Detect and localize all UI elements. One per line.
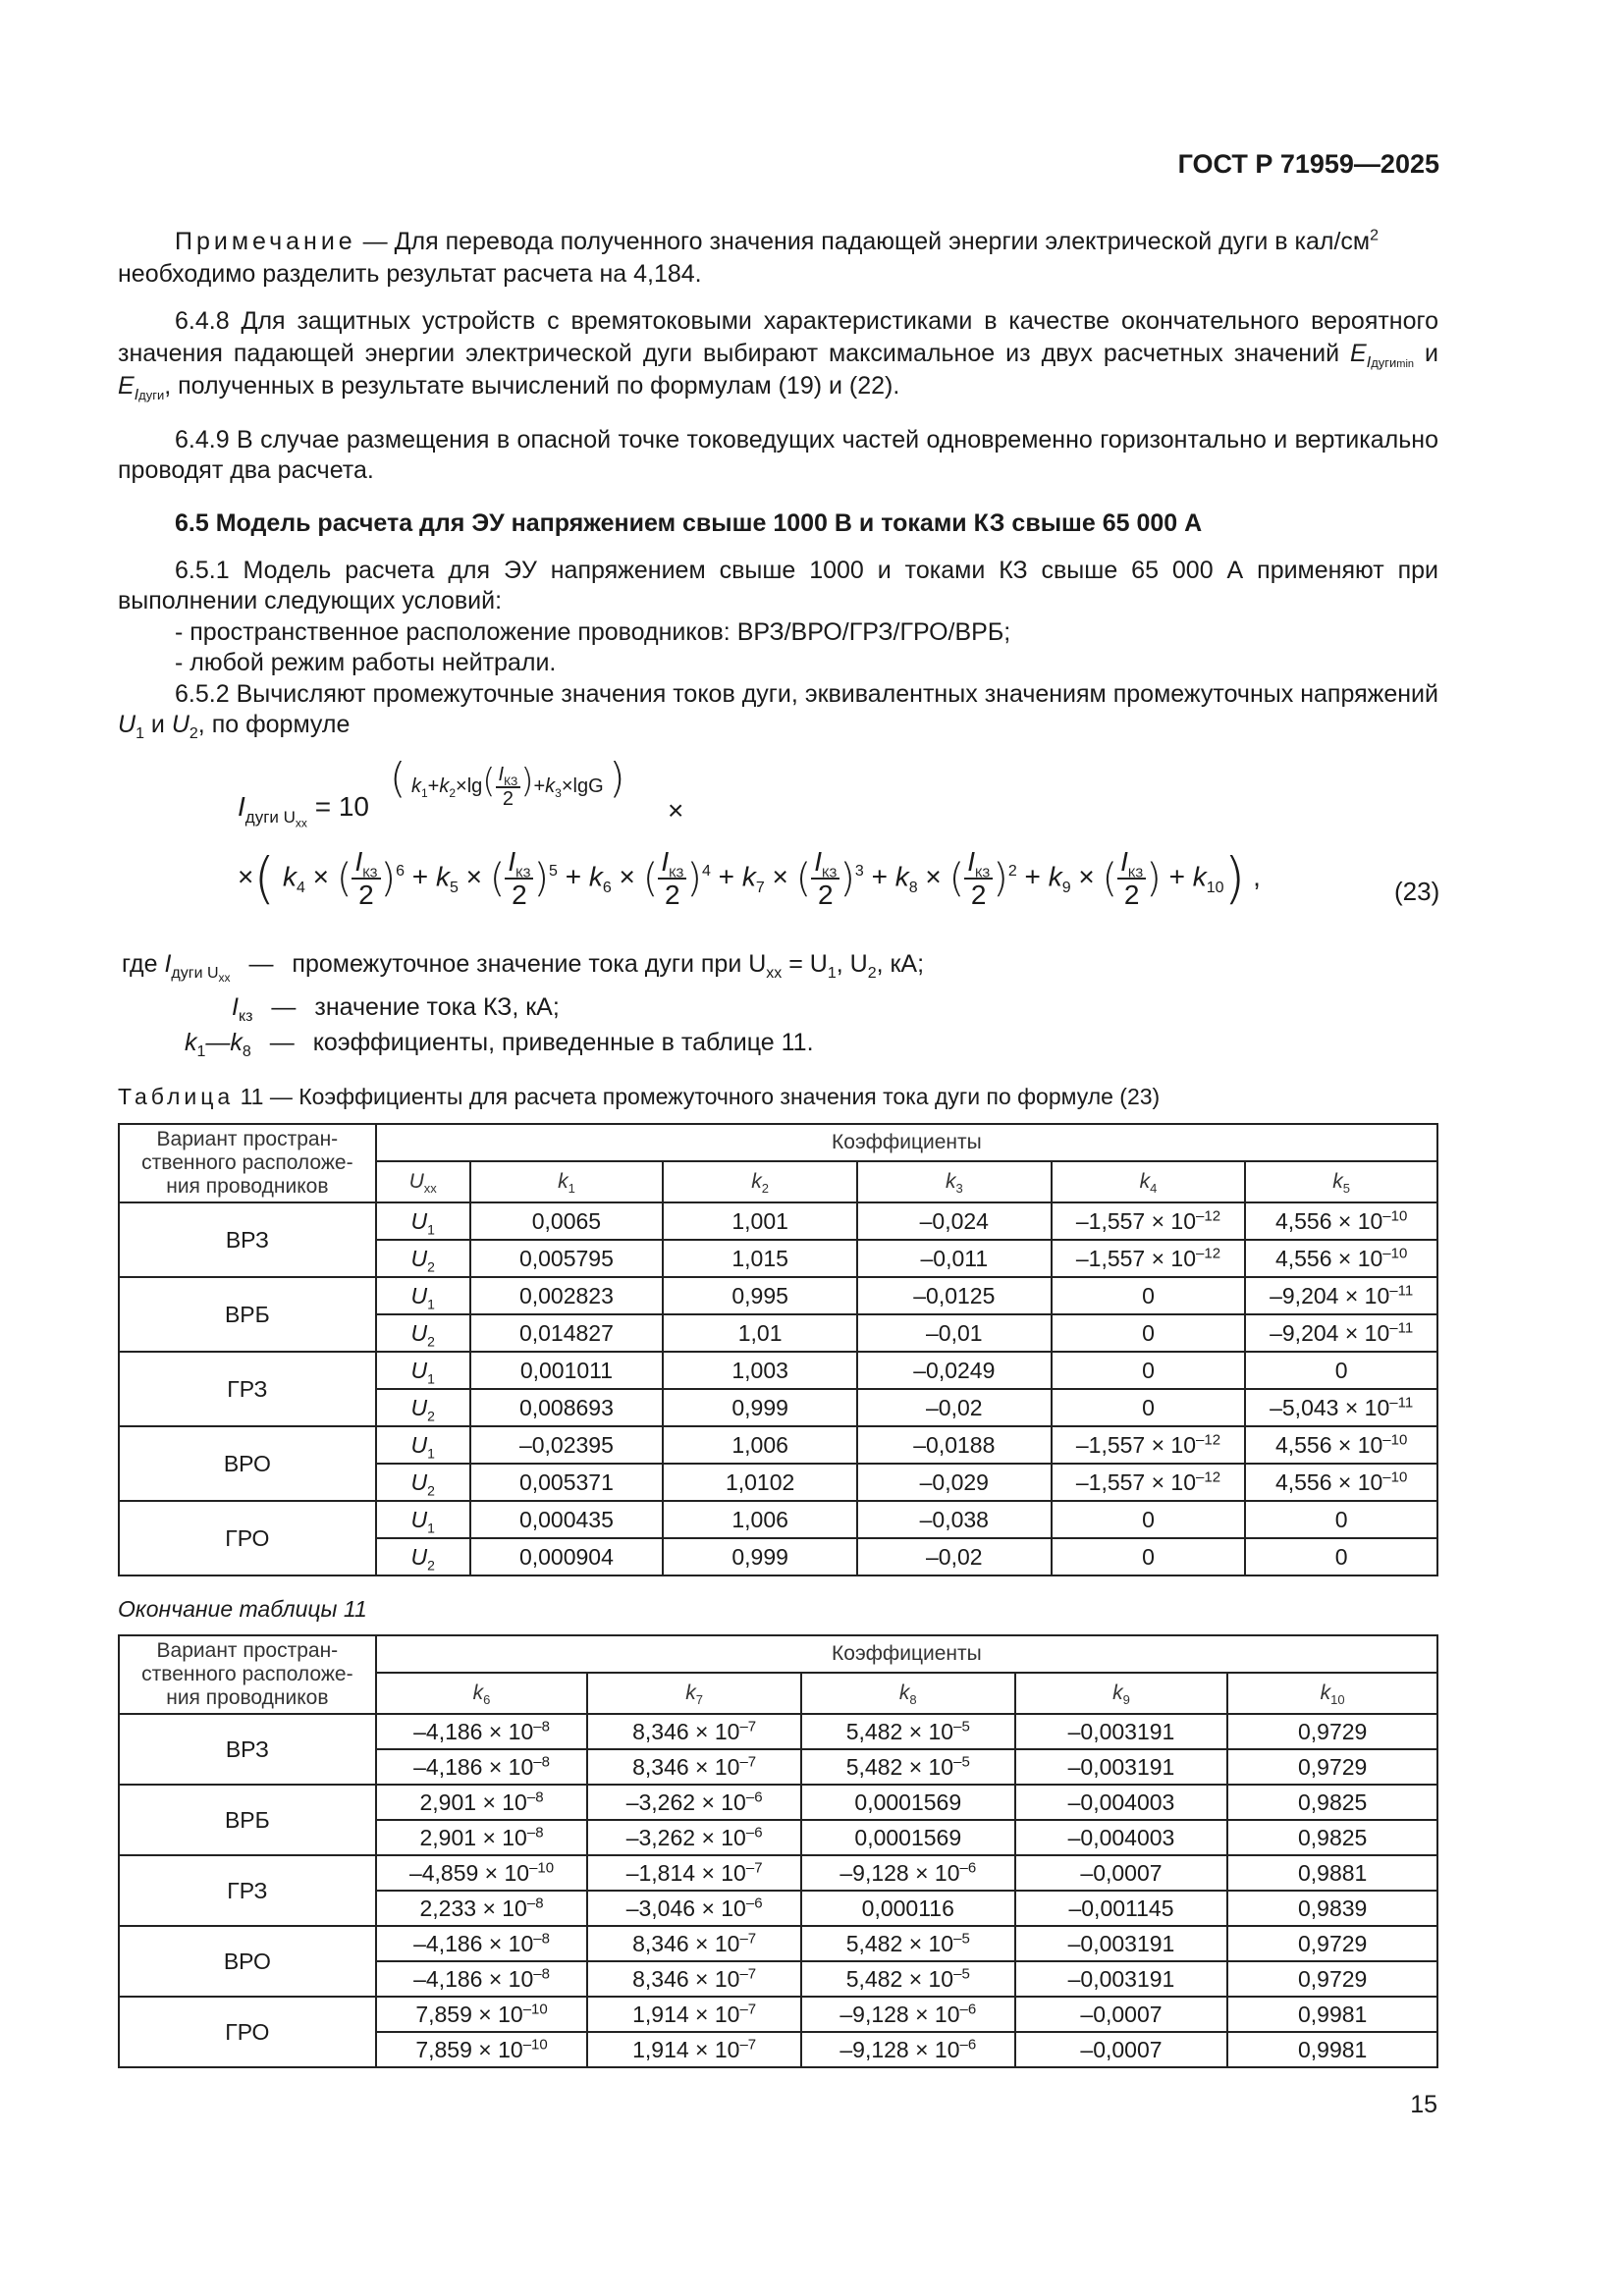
formula-lhs: I: [238, 791, 245, 822]
p648-sub2: I: [134, 387, 139, 403]
coef-cell: $-4,186 \times 10^{-8}$: [376, 1714, 588, 1749]
coef-cell: $4,556 \times 10^{-10}$: [1245, 1464, 1437, 1501]
coef-cell: 0: [1245, 1501, 1437, 1538]
u-cell: $U_1$: [376, 1352, 470, 1389]
coef-cell: 0,9729: [1227, 1714, 1437, 1749]
coef-cell: –0,0007: [1015, 1855, 1228, 1891]
coef-cell: $5,482 \times 10^{-5}$: [801, 1961, 1015, 1997]
paragraph-6-5-1: 6.5.1 Модель расчета для ЭУ напряжением свыше 1000 и токами КЗ свыше 65 000 А применяют при выполнении следующих условий:: [118, 557, 1438, 614]
coef-cell: $-1,557 \times 10^{-12}$: [1052, 1426, 1246, 1464]
coef-cell: 0,0001569: [801, 1785, 1015, 1820]
coef-cell: 0,000116: [801, 1891, 1015, 1926]
coef-cell: 0,002823: [470, 1277, 664, 1314]
variant-cell: ВРО: [119, 1426, 376, 1501]
table-row: [119, 1352, 1437, 1389]
table11b-header-k7: $k_7$: [587, 1673, 801, 1714]
table-row: [119, 1926, 1437, 1961]
coef-cell: $-4,859 \times 10^{-10}$: [376, 1855, 588, 1891]
coef-cell: 0,9825: [1227, 1820, 1437, 1855]
p648-sub1c: min: [1396, 358, 1415, 370]
u-cell: $U_2$: [376, 1314, 470, 1352]
coef-cell: $-9,128 \times 10^{-6}$: [801, 2032, 1015, 2067]
where-row-2: $I_{кз}$ — значение тока КЗ, кА;: [232, 993, 560, 1025]
coef-cell: 0,9729: [1227, 1926, 1437, 1961]
coef-cell: $2,901 \times 10^{-8}$: [376, 1820, 588, 1855]
coef-cell: $5,482 \times 10^{-5}$: [801, 1926, 1015, 1961]
coef-cell: 1,01: [663, 1314, 857, 1352]
p652-text: 6.5.2 Вычисляют промежуточные значения токов дуги, эквивалентных значениям промежуточных напряжений: [175, 680, 1438, 708]
coef-cell: $-4,186 \times 10^{-8}$: [376, 1749, 588, 1785]
coef-cell: 0,005371: [470, 1464, 664, 1501]
table11b-header-k8: $k_8$: [801, 1673, 1015, 1714]
coef-cell: –0,003191: [1015, 1961, 1228, 1997]
paragraph-6-4-9: 6.4.9 В случае размещения в опасной точке токоведущих частей одновременно горизонтально и вертикально проводят два расчета.: [118, 426, 1438, 484]
coef-cell: –0,024: [857, 1202, 1052, 1240]
note-label: Примечание: [175, 228, 356, 255]
coef-cell: 0,0065: [470, 1202, 664, 1240]
coef-cell: $4,556 \times 10^{-10}$: [1245, 1426, 1437, 1464]
formula-line1: [238, 754, 1219, 852]
coef-cell: 0: [1245, 1538, 1437, 1575]
formula-exponent: ( $k_1+k_2\times\lg$( $\frac{I_{КЗ}}{2}$ )$+k_3\times\lg G$ ): [390, 754, 625, 810]
p652-u2: U: [171, 711, 189, 738]
coef-cell: –0,0125: [857, 1277, 1052, 1314]
table11-header-k4: $k_4$: [1052, 1161, 1246, 1202]
coef-cell: –0,038: [857, 1501, 1052, 1538]
coef-cell: $5,482 \times 10^{-5}$: [801, 1714, 1015, 1749]
u-cell: $U_1$: [376, 1426, 470, 1464]
coef-cell: 0,9981: [1227, 2032, 1437, 2067]
coef-cell: 0,9729: [1227, 1749, 1437, 1785]
coef-cell: $1,914 \times 10^{-7}$: [587, 2032, 801, 2067]
formula-number: (23): [1394, 877, 1440, 906]
coef-cell: 0,001011: [470, 1352, 664, 1389]
formula-times: ×: [668, 795, 684, 826]
coef-cell: $8,346 \times 10^{-7}$: [587, 1749, 801, 1785]
coef-cell: –0,003191: [1015, 1926, 1228, 1961]
p652-u1: U: [118, 711, 136, 738]
p648-text2: , полученных в результате вычислений по формулам (19) и (22).: [164, 372, 900, 400]
table11-header-group: Коэффициенты: [376, 1124, 1437, 1161]
table-row: [119, 1426, 1437, 1464]
coef-cell: 0,014827: [470, 1314, 664, 1352]
table11-header-k1: $k_1$: [470, 1161, 664, 1202]
note-paragraph-line2: необходимо разделить результат расчета на 4,184.: [118, 260, 702, 288]
paragraph-6-4-8: [118, 305, 1438, 402]
p648-sub1: I: [1366, 354, 1372, 371]
coef-cell: 0,9839: [1227, 1891, 1437, 1926]
coef-cell: $8,346 \times 10^{-7}$: [587, 1961, 801, 1997]
coef-cell: –0,0007: [1015, 2032, 1228, 2067]
page-number: 15: [1410, 2091, 1437, 2118]
coef-cell: 0,0001569: [801, 1820, 1015, 1855]
variant-cell: ГРЗ: [119, 1855, 376, 1926]
p648-and: и: [1414, 340, 1438, 367]
coef-cell: –0,003191: [1015, 1749, 1228, 1785]
coef-cell: 0: [1052, 1538, 1246, 1575]
coef-cell: 0: [1245, 1352, 1437, 1389]
where-row-1: где $I_{дуги U_{xx}}$ — промежуточное значение тока дуги при $U_{xx} = U_1$, $U_2$, кА;: [122, 950, 925, 986]
coef-cell: $-9,204 \times 10^{-11}$: [1245, 1314, 1437, 1352]
coef-cell: 0: [1052, 1352, 1246, 1389]
coef-cell: 0,999: [663, 1538, 857, 1575]
paragraph-6-5-1-item1: - пространственное расположение проводников: ВРЗ/ВРО/ГРЗ/ГРО/ВРБ;: [175, 618, 1011, 646]
u-cell: $U_1$: [376, 1277, 470, 1314]
coef-cell: $2,901 \times 10^{-8}$: [376, 1785, 588, 1820]
paragraph-6-5-1-item2: - любой режим работы нейтрали.: [175, 649, 557, 676]
note-sup: 2: [1370, 227, 1379, 244]
p652-s2: 2: [189, 725, 198, 742]
coef-cell: $-1,557 \times 10^{-12}$: [1052, 1240, 1246, 1277]
coef-cell: $-3,046 \times 10^{-6}$: [587, 1891, 801, 1926]
p648-sub1b: дуги: [1371, 355, 1397, 370]
where-row-3: $k_1—k_8$ — коэффициенты, приведенные в таблице 11.: [185, 1029, 814, 1060]
variant-cell: ВРЗ: [119, 1714, 376, 1785]
variant-cell: ВРБ: [119, 1785, 376, 1855]
coef-cell: $-9,204 \times 10^{-11}$: [1245, 1277, 1437, 1314]
coef-cell: –0,01: [857, 1314, 1052, 1352]
table11-header-k5: $k_5$: [1245, 1161, 1437, 1202]
coef-cell: $-3,262 \times 10^{-6}$: [587, 1785, 801, 1820]
coef-cell: –0,029: [857, 1464, 1052, 1501]
p652-s1: 1: [135, 725, 144, 742]
coef-cell: –0,02395: [470, 1426, 664, 1464]
paragraph-6-5-2: [118, 679, 1438, 740]
table-row: [119, 1501, 1437, 1538]
note-text: — Для перевода полученного значения падающей энергии электрической дуги в кал/см: [355, 228, 1371, 255]
coef-cell: 0,9881: [1227, 1855, 1437, 1891]
table11-header-k3: $k_3$: [857, 1161, 1052, 1202]
coef-cell: $-1,814 \times 10^{-7}$: [587, 1855, 801, 1891]
table-11-caption: Таблица 11 — Коэффициенты для расчета промежуточного значения тока дуги по формуле (23): [118, 1084, 1161, 1109]
coef-cell: 1,003: [663, 1352, 857, 1389]
p652-and: и: [143, 711, 172, 738]
coef-cell: $7,859 \times 10^{-10}$: [376, 2032, 588, 2067]
coef-cell: –0,011: [857, 1240, 1052, 1277]
coef-cell: $5,482 \times 10^{-5}$: [801, 1749, 1015, 1785]
u-cell: $U_2$: [376, 1538, 470, 1575]
coef-cell: 0,9981: [1227, 1997, 1437, 2032]
table-row: [119, 1714, 1437, 1749]
variant-cell: ГРО: [119, 1501, 376, 1575]
table-row: [119, 1785, 1437, 1820]
p648-text1: 6.4.8 Для защитных устройств с времятоковыми характеристиками в качестве окончательного вероятного значения падающей энергии электрической дуги выбирают максимальное из двух расчетных значений: [118, 307, 1438, 367]
table11b-header-k6: $k_6$: [376, 1673, 588, 1714]
coef-cell: –0,0188: [857, 1426, 1052, 1464]
coef-cell: 0: [1052, 1389, 1246, 1426]
u-cell: $U_2$: [376, 1240, 470, 1277]
coef-cell: 0,9825: [1227, 1785, 1437, 1820]
table11b-header-k10: $k_{10}$: [1227, 1673, 1437, 1714]
coef-cell: $-1,557 \times 10^{-12}$: [1052, 1464, 1246, 1501]
formula-eq: = 10: [314, 791, 369, 822]
coef-cell: –0,02: [857, 1389, 1052, 1426]
coef-cell: 0: [1052, 1314, 1246, 1352]
note-paragraph: [118, 227, 1438, 257]
coef-cell: $4,556 \times 10^{-10}$: [1245, 1240, 1437, 1277]
u-cell: $U_1$: [376, 1501, 470, 1538]
table11b-header-variant: Вариант простран-ственного расположе-ния проводников: [119, 1635, 376, 1714]
coef-cell: $-4,186 \times 10^{-8}$: [376, 1961, 588, 1997]
table-11-continuation: Окончание таблицы 11: [118, 1596, 367, 1622]
variant-cell: ВРЗ: [119, 1202, 376, 1277]
coef-cell: 0,000904: [470, 1538, 664, 1575]
p648-e1: E: [1350, 340, 1367, 367]
coef-cell: 1,006: [663, 1426, 857, 1464]
coef-cell: 0: [1052, 1501, 1246, 1538]
table-11: [118, 1123, 1438, 1576]
coef-cell: –0,004003: [1015, 1785, 1228, 1820]
p652-tail: , по формуле: [197, 711, 351, 738]
coef-cell: $-3,262 \times 10^{-6}$: [587, 1820, 801, 1855]
table-row: [119, 1997, 1437, 2032]
table11b-header-k9: $k_9$: [1015, 1673, 1228, 1714]
u-cell: $U_2$: [376, 1389, 470, 1426]
coef-cell: $-9,128 \times 10^{-6}$: [801, 1997, 1015, 2032]
table-11-continued: [118, 1634, 1438, 2068]
table-row: [119, 1277, 1437, 1314]
coef-cell: $-9,128 \times 10^{-6}$: [801, 1855, 1015, 1891]
coef-cell: –0,0007: [1015, 1997, 1228, 2032]
table11b-header-group: Коэффициенты: [376, 1635, 1437, 1673]
variant-cell: ВРБ: [119, 1277, 376, 1352]
coef-cell: $1,914 \times 10^{-7}$: [587, 1997, 801, 2032]
coef-cell: –0,001145: [1015, 1891, 1228, 1926]
p648-sub2b: дуги: [138, 388, 165, 402]
coef-cell: $-1,557 \times 10^{-12}$: [1052, 1202, 1246, 1240]
coef-cell: 1,001: [663, 1202, 857, 1240]
coef-cell: –0,0249: [857, 1352, 1052, 1389]
coef-cell: $7,859 \times 10^{-10}$: [376, 1997, 588, 2032]
u-cell: $U_1$: [376, 1202, 470, 1240]
variant-cell: ГРО: [119, 1997, 376, 2067]
coef-cell: $-4,186 \times 10^{-8}$: [376, 1926, 588, 1961]
coef-cell: –0,02: [857, 1538, 1052, 1575]
coef-cell: 0,999: [663, 1389, 857, 1426]
coef-cell: –0,003191: [1015, 1714, 1228, 1749]
coef-cell: 1,006: [663, 1501, 857, 1538]
coef-cell: 0,005795: [470, 1240, 664, 1277]
variant-cell: ВРО: [119, 1926, 376, 1997]
table11-header-u: $U_{xx}$: [376, 1161, 470, 1202]
u-cell: $U_2$: [376, 1464, 470, 1501]
table11-header-k2: $k_2$: [663, 1161, 857, 1202]
document-id: ГОСТ Р 71959—2025: [1177, 149, 1439, 179]
coef-cell: –0,004003: [1015, 1820, 1228, 1855]
table-row: [119, 1855, 1437, 1891]
coef-cell: 1,0102: [663, 1464, 857, 1501]
coef-cell: 0: [1052, 1277, 1246, 1314]
variant-cell: ГРЗ: [119, 1352, 376, 1426]
coef-cell: $-5,043 \times 10^{-11}$: [1245, 1389, 1437, 1426]
coef-cell: $8,346 \times 10^{-7}$: [587, 1926, 801, 1961]
coef-cell: 0,000435: [470, 1501, 664, 1538]
coef-cell: 1,015: [663, 1240, 857, 1277]
p648-e2: E: [118, 372, 135, 400]
coef-cell: $4,556 \times 10^{-10}$: [1245, 1202, 1437, 1240]
table11-header-variant: Вариант простран-ственного расположе-ния проводников: [119, 1124, 376, 1202]
coef-cell: 0,995: [663, 1277, 857, 1314]
table-row: [119, 1202, 1437, 1240]
formula-lhs-sub: дуги U: [244, 807, 296, 827]
formula-lhs-subsub: xx: [295, 815, 307, 829]
coef-cell: 0,9729: [1227, 1961, 1437, 1997]
formula-line2: ×( $k_4$ × ( $\frac{I_{КЗ}}{2}$ )$^6 + k_5$ × ( $\frac{I_{КЗ}}{2}$ )$^5 + k_6$ × ( $\frac{I_{КЗ}}{2}$ )$^4 + k_7$ × ( $\frac{I_{КЗ}}{2}$ )$^3 + k_8$ × ( $\frac{I_{КЗ}}{2}$ )$^2 + k_9$ × ( $\frac{I_{КЗ}}{2}$ ) + $k_{10}$) ,: [238, 846, 1261, 911]
coef-cell: 0,008693: [470, 1389, 664, 1426]
coef-cell: $2,233 \times 10^{-8}$: [376, 1891, 588, 1926]
section-6-5-title: 6.5 Модель расчета для ЭУ напряжением свыше 1000 В и токами КЗ свыше 65 000 А: [175, 509, 1203, 537]
coef-cell: $8,346 \times 10^{-7}$: [587, 1714, 801, 1749]
